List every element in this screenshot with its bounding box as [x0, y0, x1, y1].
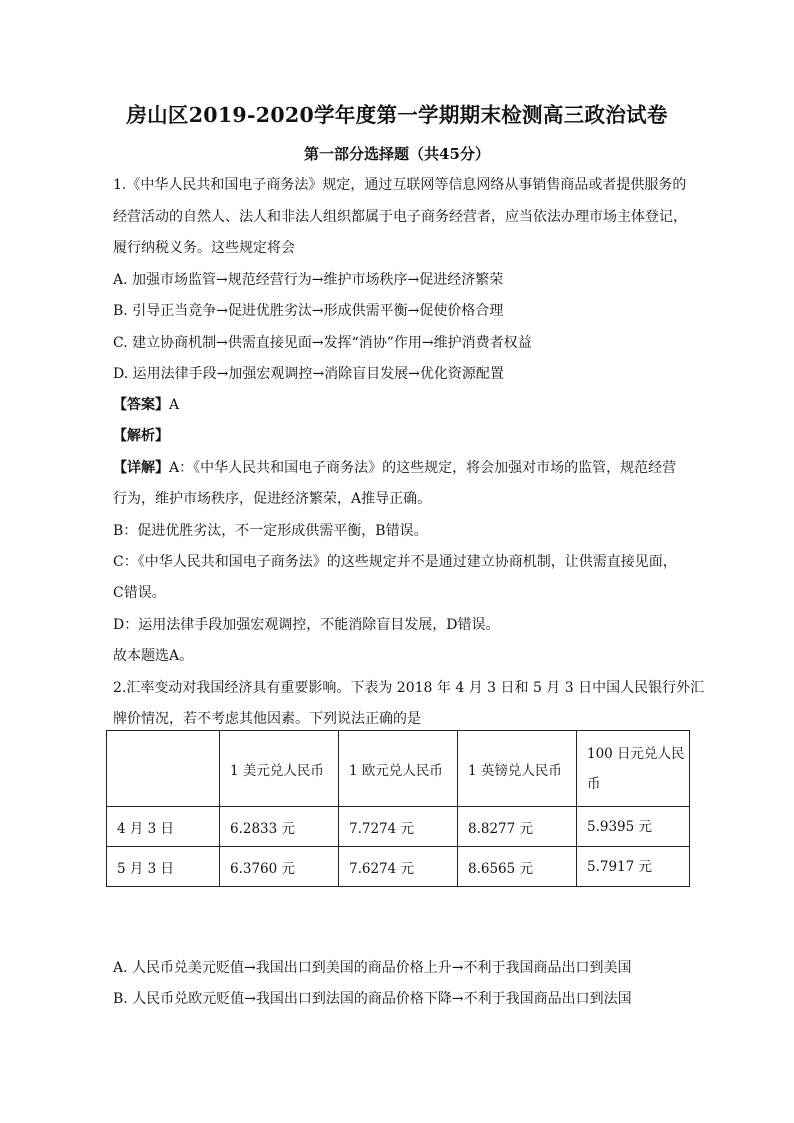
section-title: 第一部分选择题（共45分） — [304, 145, 490, 163]
q1-detail-c: C：《中华人民共和国电子商务法》的这些规定并不是通过建立协商机制，让供需直接见面， — [113, 554, 677, 570]
table-cell: 5 月 3 日 — [107, 847, 220, 887]
table-cell: 5.9395 元 — [577, 807, 690, 847]
table-header-cell: 1 美元兑人民币 — [220, 731, 339, 807]
q2-stem-line: 2.汇率变动对我国经济具有重要影响。下表为 2018 年 4 月 3 日和 5 月 3 日中国人民银行外汇 — [113, 680, 705, 696]
table-cell: 6.3760 元 — [220, 847, 339, 887]
q1-stem-line: 经营活动的自然人、法人和非法人组织都属于电子商务经营者，应当依法办理市场主体登记， — [113, 209, 687, 225]
q1-answer — [113, 395, 179, 415]
table-cell: 8.6565 元 — [458, 847, 577, 887]
q1-option-d: D. 运用法律手段→加强宏观调控→消除盲目发展→优化资源配置 — [113, 366, 504, 382]
table-cell: 4 月 3 日 — [107, 807, 220, 847]
q1-conclusion: 故本题选A。 — [113, 648, 194, 664]
q2-stem-line: 牌价情况，若不考虑其他因素。下列说法正确的是 — [113, 711, 421, 727]
q1-stem-line: 履行纳税义务。这些规定将会 — [113, 240, 295, 256]
analysis-tag: 【解析】 — [113, 428, 169, 444]
exchange-rate-table — [106, 730, 690, 887]
q1-option-b: B. 引导正当竞争→促进优胜劣汰→形成供需平衡→促使价格合理 — [113, 303, 504, 319]
detail-tag: 【详解】 — [113, 460, 169, 476]
table-cell: 7.7274 元 — [339, 807, 458, 847]
table-cell: 7.6274 元 — [339, 847, 458, 887]
q1-detail-b: B：促进优胜劣汰，不一定形成供需平衡，B错误。 — [113, 523, 428, 539]
q1-option-a: A. 加强市场监管→规范经营行为→维护市场秩序→促进经济繁荣 — [113, 272, 504, 288]
table-row — [107, 847, 690, 887]
q1-detail-c: C错误。 — [113, 585, 166, 601]
table-header-cell: 1 欧元兑人民币 — [339, 731, 458, 807]
q1-detail-line — [113, 458, 676, 478]
table-header-cell — [107, 731, 220, 807]
table-header-cell: 100 日元兑人民币 — [577, 731, 690, 807]
q1-stem-line: 1.《中华人民共和国电子商务法》规定，通过互联网等信息网络从事销售商品或者提供服务的 — [113, 177, 687, 193]
q2-option-a: A. 人民币兑美元贬值→我国出口到美国的商品价格上升→不利于我国商品出口到美国 — [113, 960, 632, 976]
table-cell: 8.8277 元 — [458, 807, 577, 847]
q1-option-c: C. 建立协商机制→供需直接见面→发挥“消协”作用→维护消费者权益 — [113, 335, 532, 351]
table-cell: 6.2833 元 — [220, 807, 339, 847]
table-header-row — [107, 731, 690, 807]
exam-title: 房山区2019-2020学年度第一学期期末检测高三政治试卷 — [126, 103, 668, 127]
table-cell: 5.7917 元 — [577, 847, 690, 887]
answer-value: A — [169, 397, 180, 413]
q2-option-b: B. 人民币兑欧元贬值→我国出口到法国的商品价格下降→不利于我国商品出口到法国 — [113, 991, 632, 1007]
table-row — [107, 807, 690, 847]
detail-text: A：《中华人民共和国电子商务法》的这些规定，将会加强对市场的监管，规范经营 — [169, 460, 677, 476]
q1-detail-d: D：运用法律手段加强宏观调控，不能消除盲目发展，D错误。 — [113, 617, 500, 633]
table-header-cell: 1 英镑兑人民币 — [458, 731, 577, 807]
q1-detail-line: 行为，维护市场秩序，促进经济繁荣，A推导正确。 — [113, 491, 432, 507]
answer-tag: 【答案】 — [113, 397, 169, 413]
